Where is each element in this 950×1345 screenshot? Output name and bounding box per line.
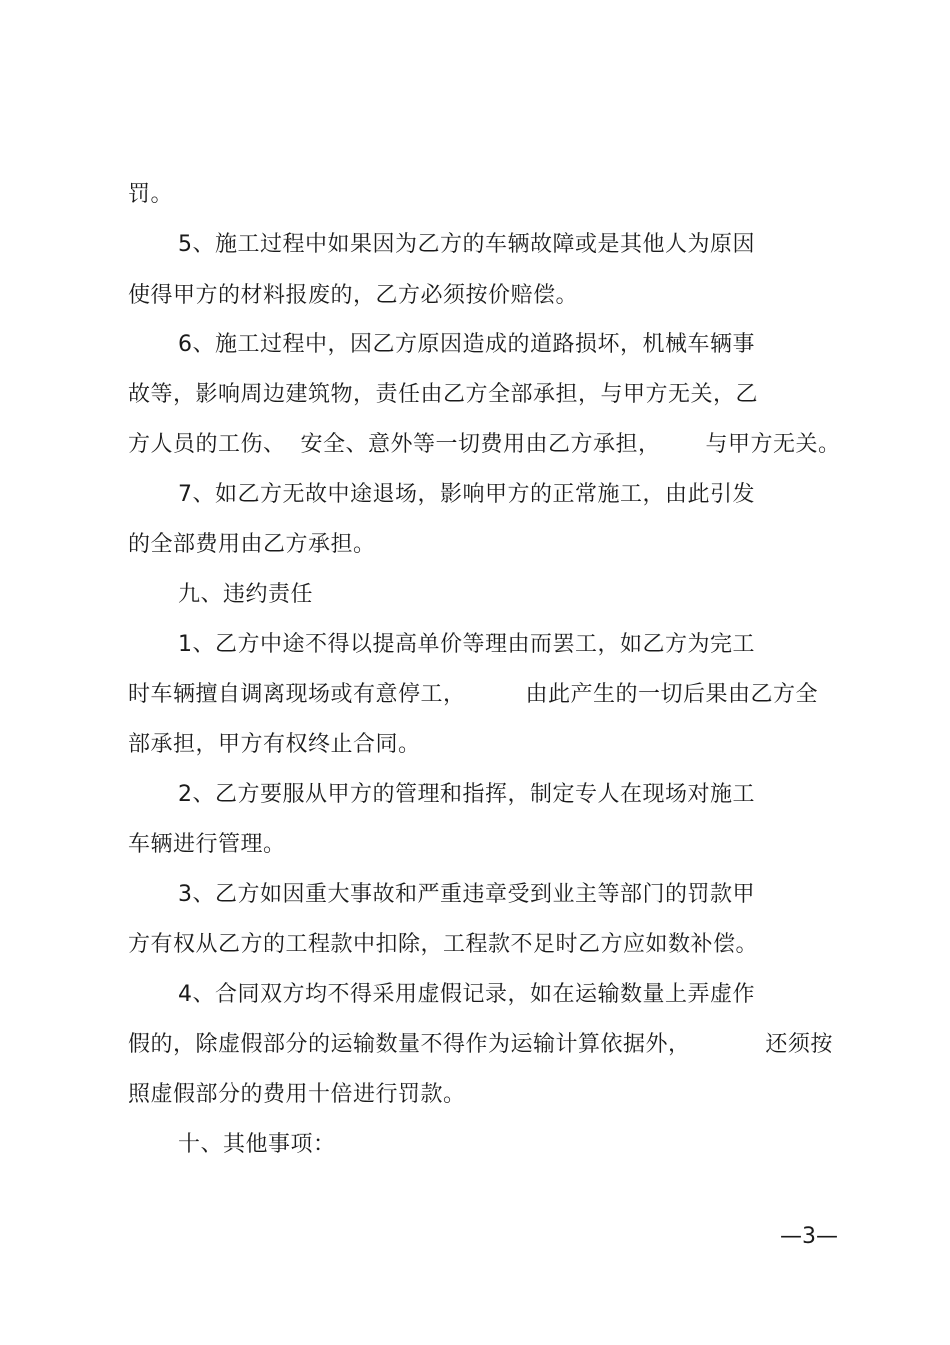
text-line: 7、如乙方无故中途退场，影响甲方的正常施工，由此引发 (178, 482, 755, 507)
text-line: 车辆进行管理。 (128, 832, 286, 857)
text-line: 假的，除虚假部分的运输数量不得作为运输计算依据外， 还须按 (128, 1032, 833, 1057)
text-line: 的全部费用由乙方承担。 (128, 532, 376, 557)
text-line: 1、乙方中途不得以提高单价等理由而罢工，如乙方为完工 (178, 632, 755, 657)
text-line: 时车辆擅自调离现场或有意停工， 由此产生的一切后果由乙方全 (128, 682, 818, 707)
text-line: 5、施工过程中如果因为乙方的车辆故障或是其他人为原因 (178, 232, 755, 257)
text-line: 部承担，甲方有权终止合同。 (128, 732, 421, 757)
text-line: 方有权从乙方的工程款中扣除，工程款不足时乙方应如数补偿。 (128, 932, 759, 957)
text-line: 使得甲方的材料报废的，乙方必须按价赔偿。 (128, 283, 579, 308)
text-line: 罚。 (128, 182, 174, 207)
text-line: 方人员的工伤、 安全、意外等一切费用由乙方承担， 与甲方无关。 (128, 432, 841, 457)
text-line: 6、施工过程中，因乙方原因造成的道路损坏，机械车辆事 (178, 332, 755, 357)
text-line: 故等，影响周边建筑物，责任由乙方全部承担，与甲方无关，乙 (128, 382, 759, 407)
text-line: 照虚假部分的费用十倍进行罚款。 (128, 1082, 466, 1107)
section-heading: 十、其他事项： (178, 1132, 336, 1157)
text-line: 4、合同双方均不得采用虚假记录，如在运输数量上弄虚作 (178, 982, 755, 1007)
page-number: —3— (780, 1224, 838, 1249)
text-line: 3、乙方如因重大事故和严重违章受到业主等部门的罚款甲 (178, 882, 755, 907)
section-heading: 九、违约责任 (178, 582, 314, 607)
text-line: 2、乙方要服从甲方的管理和指挥，制定专人在现场对施工 (178, 782, 755, 807)
